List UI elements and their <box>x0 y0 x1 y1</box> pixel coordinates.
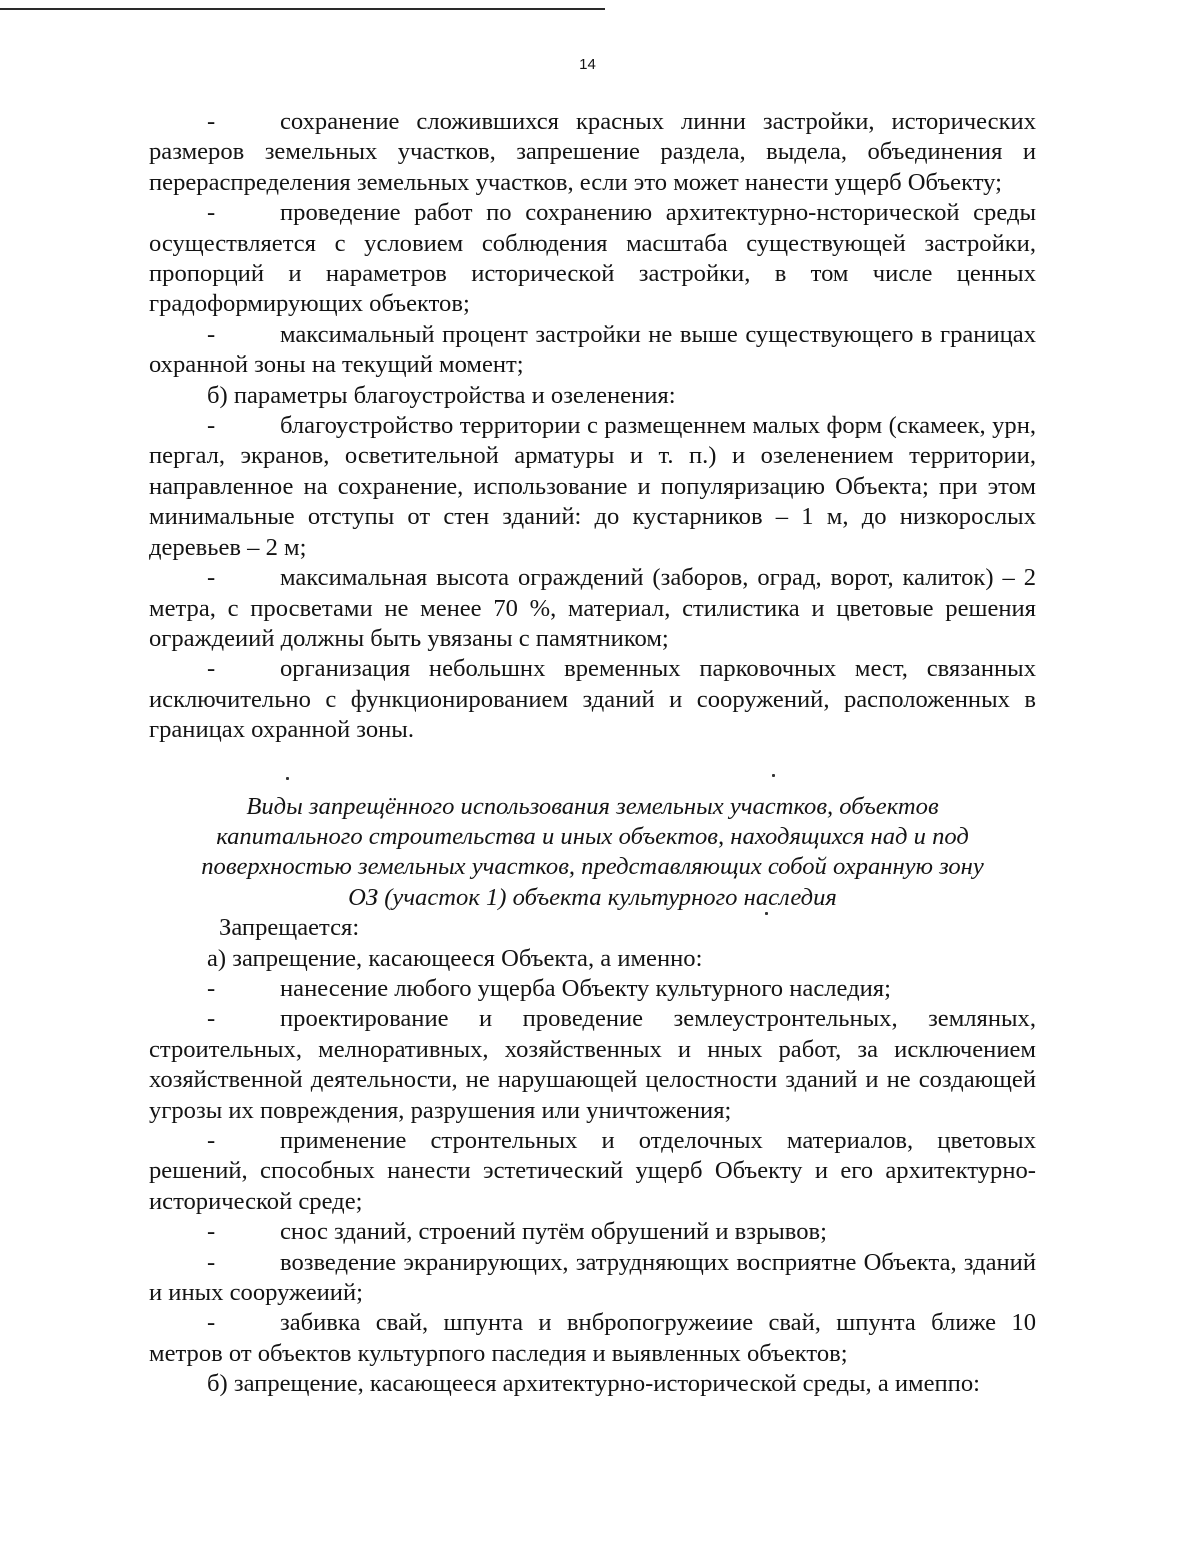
list-item-text: проведение работ по сохранению архитектурно-нсторической среды осуществляется с условием соблюдения масштаба существующей застройки, пропорций и нараметров исторической застройки, в том числе ценных градоформирующих объектов; <box>149 199 1036 318</box>
list-item <box>149 1126 1036 1217</box>
subheading-object: а) запрещение, касающееся Объекта, а именно: <box>207 944 703 972</box>
list-item-text: организация небольшнх временных парковочных мест, связанных исключительно с функционированием зданий и сооружений, расположенных в границах охранной зоны. <box>149 655 1036 744</box>
list-item <box>149 563 1036 654</box>
list-item <box>149 1248 1036 1309</box>
list-marker: - <box>207 1127 216 1154</box>
page-number: 14 <box>579 56 596 73</box>
list-marker: - <box>207 1309 216 1337</box>
section-heading-line: капитального строительства и иных объектов, находящихся над и под <box>216 822 969 850</box>
subheading-environment: б) запрещение, касающееся архитектурно-исторической среды, а имеппо: <box>207 1370 980 1398</box>
section-heading <box>149 792 1036 914</box>
list-item-text: снос зданий, строений путём обрушений и взрывов; <box>280 1218 827 1246</box>
list-item-text: сохранение сложившихся красных линни застройки, исторических размеров земельных участков, запрешение раздела, выдела, объединения и перераспределения земельных участков, если это может нанести ущерб Объекту; <box>149 108 1036 196</box>
list-marker: - <box>207 412 216 440</box>
list-item-text: нанесение любого ущерба Объекту культурного наследия; <box>280 974 891 1002</box>
list-item-text: проектирование и проведение землеустронтельных, земляных, строительных, мелноративных, хозяйственных и нных работ, за исключением хозяйственной деятельности, не нарушающей целостности зданий и не создающей угрозы их повреждения, разрушения или уничтожения; <box>149 1005 1036 1124</box>
list-item-text: применение стронтельных и отделочных материалов, цветовых решений, способных нанести эстетический ущерб Объекту и его архитектурно-исторической среде; <box>149 1127 1036 1215</box>
section-heading-line: поверхностью земельных участков, представляющих собой охранную зону <box>201 853 984 881</box>
list-marker: - <box>207 1248 216 1276</box>
list-item <box>149 974 1036 1004</box>
list-marker: - <box>207 320 216 348</box>
list-item-text: максимальная высота ограждений (заборов, оград, ворот, калиток) – 2 метра, с просветами не менее 70 %, материал, стилистика и цветовые решения ограждеиий должны быть увязаны с памятником; <box>149 564 1036 652</box>
list-marker: - <box>207 199 216 227</box>
list-item <box>149 1217 1036 1247</box>
subheading-landscaping: б) параметры благоустройства и озеленения: <box>207 381 676 409</box>
list-item <box>149 198 1036 320</box>
list-item-text: благоустройство территории с размещеннем малых форм (скамеек, урн, пергал, экранов, осветительной арматуры и т. п.) и озеленением территории, направленное на сохранение, использование и популяризацию Объекта; при этом минимальные отступы от стен зданий: до кустарников – 1 м, до низкорослых деревьев – 2 м; <box>149 412 1036 561</box>
list-marker: - <box>207 655 216 683</box>
list-marker: - <box>207 1218 216 1246</box>
list-marker: - <box>207 974 216 1002</box>
document-body <box>149 107 1036 1400</box>
list-marker: - <box>207 564 216 592</box>
scan-speck <box>772 774 775 777</box>
list-item-text: возведение экранирующих, затрудняющих восприятне Объекта, зданий и иных сооружеиий; <box>149 1248 1036 1307</box>
section-heading-line: Виды запрещённого использования земельных участков, объектов <box>246 792 939 820</box>
scan-edge-line <box>0 8 605 10</box>
list-item <box>149 320 1036 381</box>
list-item <box>149 1004 1036 1126</box>
list-item-text: максимальный процент застройки не выше существующего в границах охранной зоны на текущий момент; <box>149 320 1036 379</box>
list-marker: - <box>207 108 216 135</box>
list-item-text: забивка свай, шпунта и внбропогружеиие свай, шпунта ближе 10 метров от объектов культурпого паследия и выявленных объектов; <box>149 1309 1036 1367</box>
list-item <box>149 411 1036 563</box>
section-heading-line: ОЗ (участок 1) объекта культурного наследия <box>348 883 837 911</box>
scan-speck <box>286 777 289 780</box>
list-marker: - <box>207 1005 216 1033</box>
prohibited-intro: Запрещается: <box>219 914 360 942</box>
list-item <box>149 654 1036 745</box>
list-item <box>149 1308 1036 1369</box>
scan-speck <box>765 912 768 915</box>
list-item <box>149 107 1036 198</box>
